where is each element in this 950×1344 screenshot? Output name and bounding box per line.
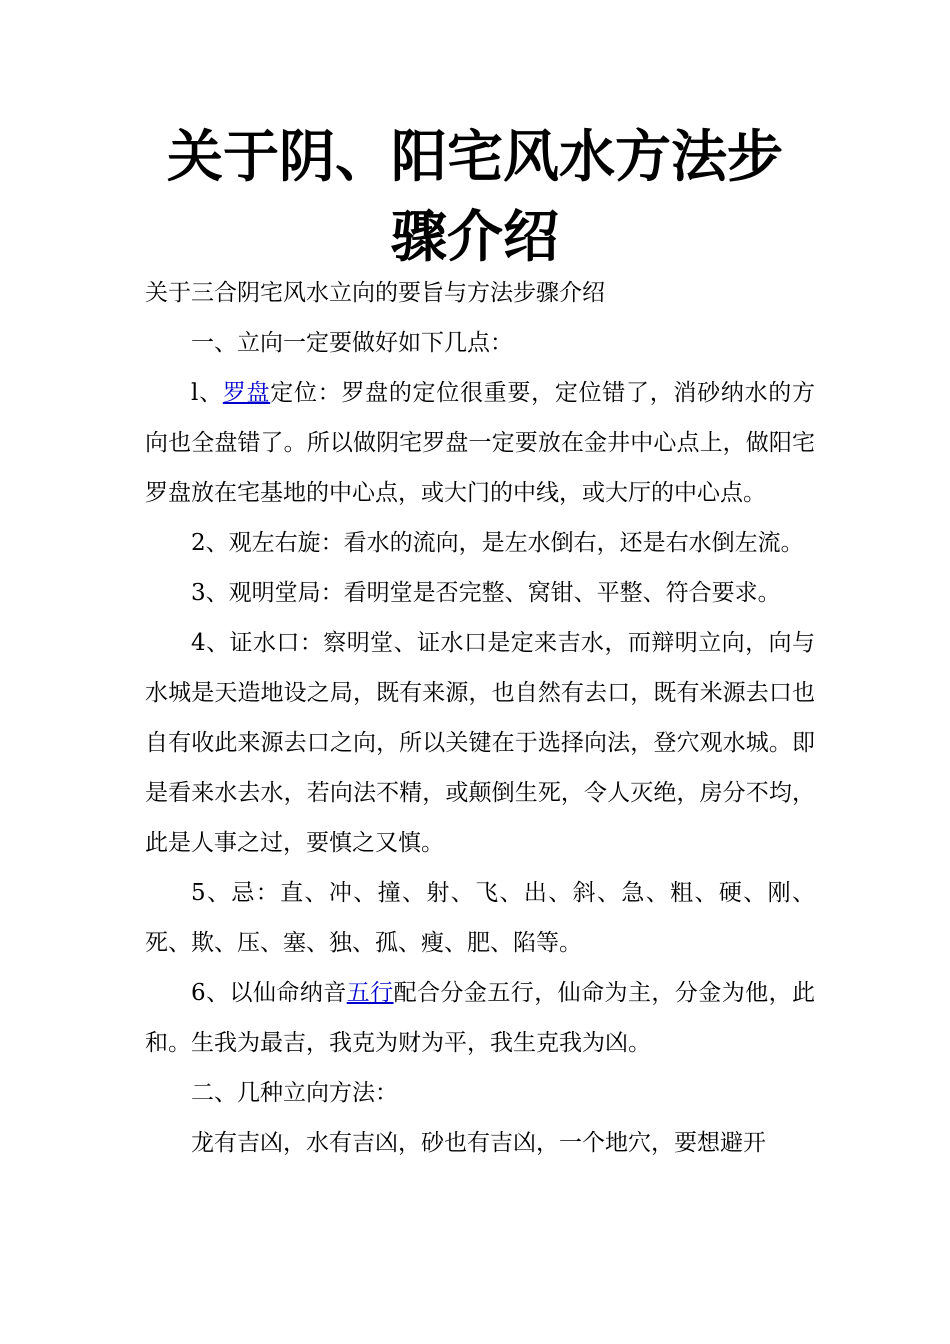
document-body [145, 268, 815, 1168]
section1-item1 [145, 368, 815, 518]
section1-item5: 5、忌：直、冲、撞、射、飞、出、斜、急、粗、硬、刚、死、欺、压、塞、独、孤、瘦、肥、陷等。 [145, 880, 815, 956]
section1-item2: 2、观左右旋：看水的流向，是左水倒右，还是右水倒左流。 [191, 530, 804, 556]
item6-text: 配合分金五行，仙命为主，分金为他，此和。生我为最吉，我克为财为平，我生克我为凶。 [145, 980, 816, 1056]
luopan-link[interactable]: 罗盘 [222, 380, 271, 406]
subtitle: 关于三合阴宅风水立向的要旨与方法步骤介绍 [145, 280, 605, 306]
section1-item3: 3、观明堂局：看明堂是否完整、窝钳、平整、符合要求。 [191, 580, 781, 606]
wuxing-link[interactable]: 五行 [346, 980, 394, 1006]
title-line-2: 骤介绍 [391, 205, 559, 270]
item1-prefix: l、 [191, 380, 223, 406]
section1-heading: 一、立向一定要做好如下几点： [191, 330, 513, 356]
section2-para1: 龙有吉凶，水有吉凶，砂也有吉凶，一个地穴，要想避开 [191, 1130, 766, 1156]
section1-item6 [145, 968, 815, 1068]
item6-prefix: 6、以仙命纳音 [191, 980, 347, 1006]
item1-text: 定位：罗盘的定位很重要，定位错了，消砂纳水的方向也全盘错了。所以做阴宅罗盘一定要放在金井中心点上，做阳宅罗盘放在宅基地的中心点，或大门的中线，或大厅的中心点。 [145, 380, 816, 506]
title-line-1: 关于阴、阳宅风水方法步 [167, 125, 783, 190]
document-title [120, 118, 830, 278]
section2-heading: 二、几种立向方法： [191, 1080, 398, 1106]
section1-item4: 4、证水口：察明堂、证水口是定来吉水，而辩明立向，向与水城是天造地设之局，既有来源，也自然有去口，既有米源去口也自有收此来源去口之向，所以关键在于选择向法，登穴观水城。即是看来水去水，若向法不精，或颠倒生死，令人灭绝，房分不均，此是人事之过，要慎之又慎。 [145, 630, 815, 856]
